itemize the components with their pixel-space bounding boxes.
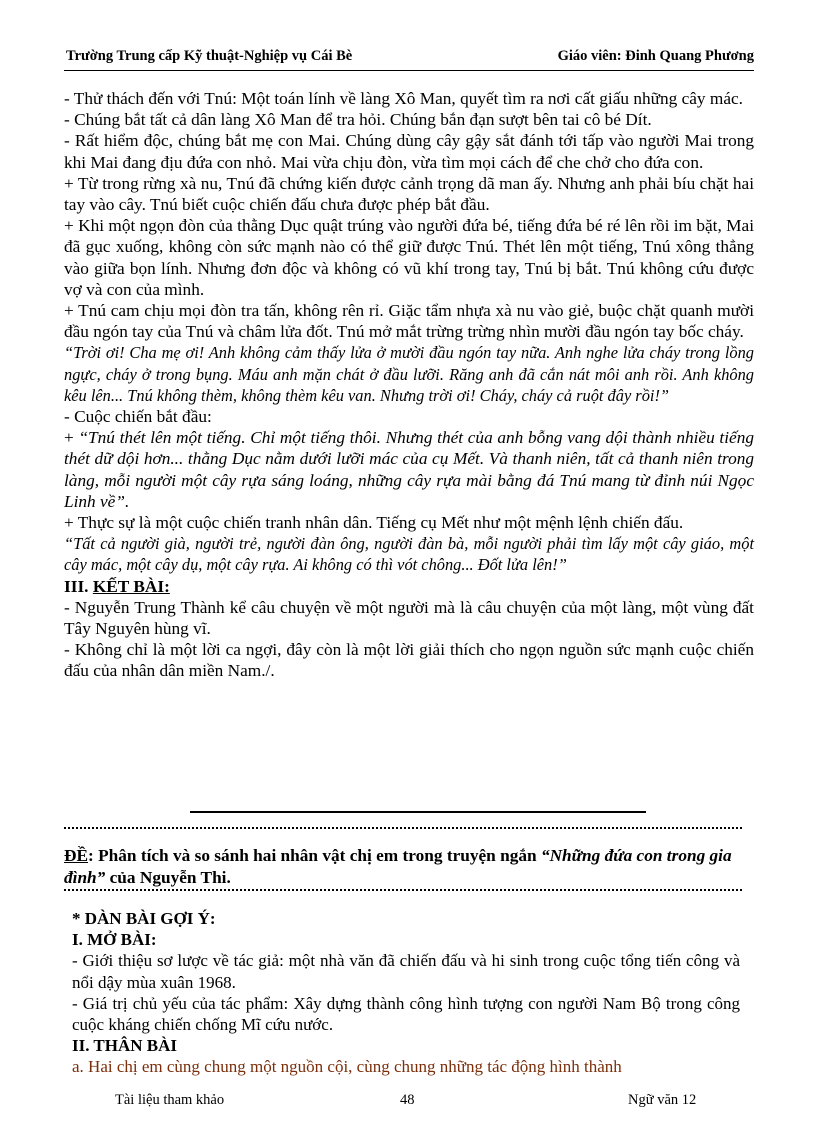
paragraph: - Giới thiệu sơ lược về tác giả: một nhà văn đã chiến đấu và hi sinh trong cuộc tổng tiến công và nổi dậy mùa xuân 1968. (72, 951, 740, 992)
school-name: Trường Trung cấp Kỹ thuật-Nghiệp vụ Cái Bè (66, 48, 353, 64)
bullet-prefix: + (64, 428, 79, 448)
teacher-name: Giáo viên: Đinh Quang Phương (557, 48, 754, 64)
prompt-text: Phân tích và so sánh hai nhân vật chị em trong truyện ngắn (98, 846, 541, 865)
quotation: “Tnú thét lên một tiếng. Chỉ một tiếng thôi. Nhưng thét của anh bỗng vang dội thành nhiều tiếng thét dữ dội hơn... thằng Dục nằm dưới lưỡi mác của cụ Mết. Và thanh niên, tất cả thanh niên trong làng, mỗi người một cây rựa sáng loáng, những cây rựa mài bằng đá Tnú mang từ đỉnh núi Ngọc Linh về”. (64, 428, 754, 511)
paragraph: - Cuộc chiến bắt đầu: (64, 407, 212, 427)
header-divider (64, 70, 754, 71)
footer-right: Ngữ văn 12 (628, 1092, 697, 1108)
paragraph: + Từ trong rừng xà nu, Tnú đã chứng kiến được cảnh trọng dã man ấy. Nhưng anh phải bíu chặt hai tay vào cây. Tnú biết cuộc chiến đấu chưa được phép bắt đầu. (64, 173, 754, 215)
paragraph: - Thử thách đến với Tnú: Một toán lính về làng Xô Man, quyết tìm ra nơi cất giấu những cây mác. (64, 89, 743, 108)
paragraph: + Tnú cam chịu mọi đòn tra tấn, không rên rỉ. Giặc tẩm nhựa xà nu vào giẻ, buộc chặt quanh mười đầu ngón tay của Tnú và châm lửa đốt. Tnú mở mắt trừng trừng nhìn mười đầu ngón tay bốc cháy. (64, 301, 754, 342)
prompt-colon: : (88, 846, 99, 865)
section-number: III. (64, 576, 93, 596)
prompt-author: của Nguyễn Thi. (105, 868, 231, 887)
section-heading: I. MỞ BÀI: (72, 930, 157, 950)
prompt-label: ĐỀ (64, 846, 89, 865)
section-heading (64, 576, 754, 597)
section-heading: II. THÂN BÀI (72, 1036, 178, 1056)
paragraph: + Thực sự là một cuộc chiến tranh nhân dân. Tiếng cụ Mết như một mệnh lệnh chiến đấu. (64, 513, 684, 533)
section-label: KẾT BÀI: (92, 576, 170, 596)
paragraph: - Nguyễn Trung Thành kể câu chuyện về một người mà là câu chuyện của một làng, một vùng đất Tây Nguyên hùng vĩ. (64, 597, 754, 639)
quotation: “Tất cả người già, người trẻ, người đàn ông, người đàn bà, mỗi người phải tìm lấy một cây giáo, một cây mác, một cây dụ, một cây rựa. Ai không có thì vót chông... Đốt lửa lên!” (64, 534, 754, 575)
page-number: 48 (400, 1092, 415, 1108)
page-header (66, 48, 754, 65)
paragraph (64, 427, 754, 512)
dotted-divider (64, 827, 742, 829)
main-text (64, 88, 754, 682)
paragraph: - Rất hiểm độc, chúng bắt mẹ con Mai. Chúng dùng cây gậy sắt đánh tới tấp vào người Mai trong khi Mai đang địu đứa con nhỏ. Mai vừa chịu đòn, vừa tìm mọi cách để che chở cho đứa con. (64, 131, 754, 172)
work-title: “Những đứa con trong gia đình” (64, 846, 732, 887)
outline-heading: * DÀN BÀI GỢI Ý: (72, 909, 216, 928)
essay-prompt (64, 845, 744, 889)
section-divider (190, 811, 646, 813)
subheading: a. Hai chị em cùng chung một nguồn cội, cùng chung những tác động hình thành (72, 1057, 622, 1077)
paragraph: - Không chỉ là một lời ca ngợi, đây còn là một lời giải thích cho ngọn nguồn sức mạnh cuộc chiến đấu của nhân dân miền Nam./. (64, 640, 754, 681)
paragraph: - Giá trị chủ yếu của tác phẩm: Xây dựng thành công hình tượng con người Nam Bộ trong công cuộc kháng chiến chống Mĩ cứu nước. (72, 993, 740, 1035)
paragraph: - Chúng bắt tất cả dân làng Xô Man để tra hỏi. Chúng bắn đạn sượt bên tai cô bé Dít. (64, 110, 652, 130)
outline-section (72, 908, 740, 1078)
footer-left: Tài liệu tham khảo (115, 1092, 225, 1108)
dotted-divider (64, 889, 742, 891)
paragraph: + Khi một ngọn đòn của thằng Dục quật trúng vào người đứa bé, tiếng đứa bé ré lên rồi im bặt, Mai đã gục xuống, không còn sức mạnh nào có thể giữ được Tnú. Thét lên một tiếng, Tnú xông thẳng vào giữa bọn lính. Nhưng đơn độc và không có vũ khí trong tay, Tnú bị bắt. Tnú không cứu được vợ và con của mình. (64, 216, 754, 299)
quotation: “Trời ơi! Cha mẹ ơi! Anh không cảm thấy lửa ở mười đầu ngón tay nữa. Anh nghe lửa cháy trong lồng ngực, cháy ở trong bụng. Máu anh mặn chát ở đầu lưỡi. Răng anh đã cắn nát môi anh rồi. Anh không kêu lên... Tnú không thèm, không thèm kêu van. Nhưng trời ơi! Cháy, cháy cả ruột đây rồi!” (64, 343, 754, 405)
